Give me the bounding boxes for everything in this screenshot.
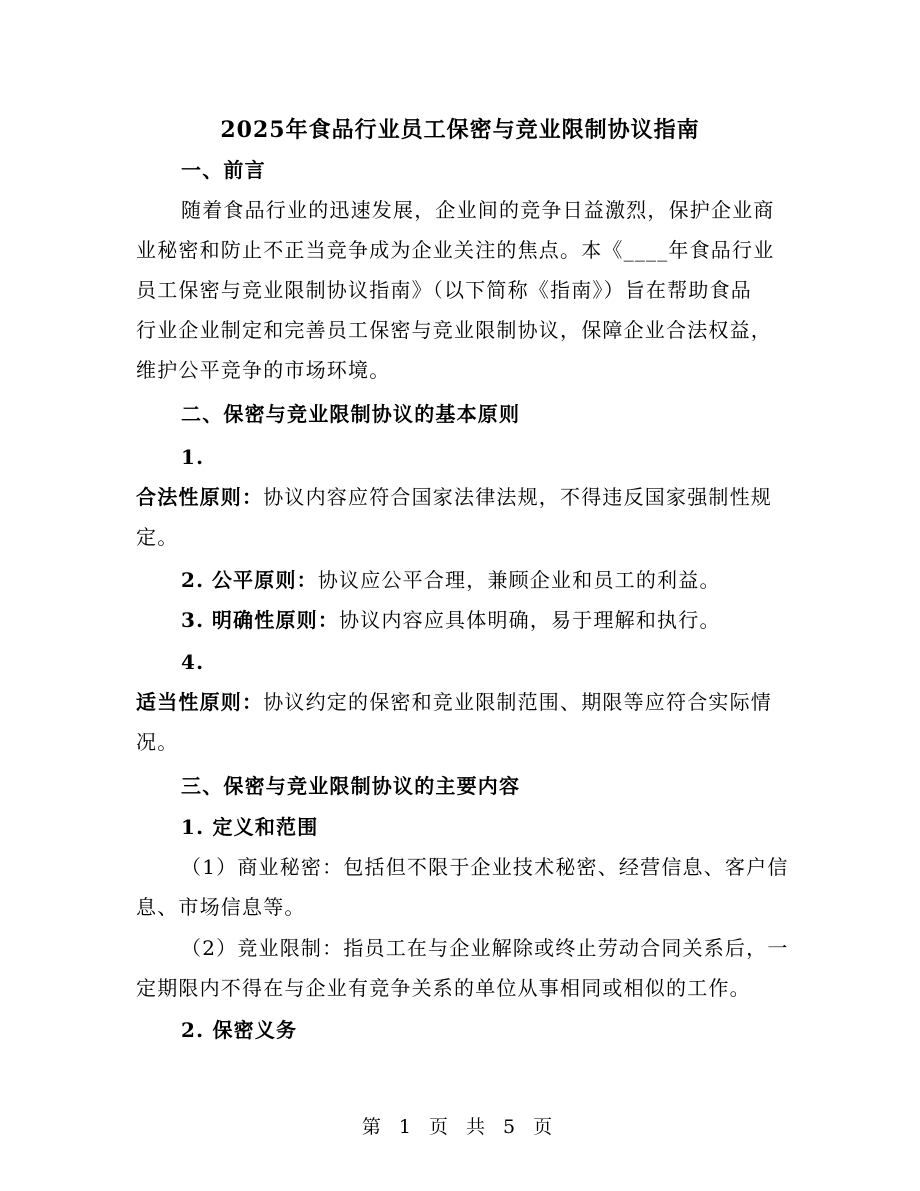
principle-1-number: 1.: [181, 445, 205, 469]
principle-2: [181, 568, 721, 592]
principle-3-number: 3.: [181, 608, 205, 632]
principle-1-line-1: [136, 485, 772, 509]
document-title: 2025年食品行业员工保密与竞业限制协议指南: [220, 117, 700, 143]
section-heading-contents: 三、保密与竞业限制协议的主要内容: [181, 774, 521, 798]
principle-1-line-2: 定。: [136, 525, 179, 549]
principle-2-term: 公平原则：: [211, 568, 318, 592]
principle-2-text: 协议应公平合理，兼顾企业和员工的利益。: [317, 568, 721, 592]
principle-4-number: 4.: [181, 650, 205, 674]
definition-1-line-2: 息、市场信息等。: [136, 895, 306, 919]
preface-line-3: 员工保密与竞业限制协议指南》（以下简称《指南》）旨在帮助食品: [136, 278, 752, 302]
principle-2-number: 2.: [181, 568, 205, 592]
section-heading-principles: 二、保密与竞业限制协议的基本原则: [181, 402, 521, 426]
page-footer: 第 1 页 共 5 页: [361, 1116, 559, 1138]
preface-line-5: 维护公平竞争的市场环境。: [136, 358, 391, 382]
preface-line-4: 行业企业制定和完善员工保密与竞业限制协议，保障企业合法权益，: [136, 318, 772, 342]
section-heading-preface: 一、前言: [181, 158, 266, 182]
principle-3-term: 明确性原则：: [211, 608, 340, 632]
definition-2-line-1: （2）竞业限制：指员工在与企业解除或终止劳动合同关系后，一: [181, 936, 789, 960]
principle-1-term: 合法性原则：: [136, 485, 264, 509]
principle-4-text: 协议约定的保密和竞业限制范围、期限等应符合实际情: [263, 690, 773, 714]
principle-1-text: 协议内容应符合国家法律法规，不得违反国家强制性规: [263, 485, 773, 509]
principle-3-text: 协议内容应具体明确，易于理解和执行。: [339, 608, 721, 632]
definition-1-line-1: （1）商业秘密：包括但不限于企业技术秘密、经营信息、客户信: [181, 855, 789, 879]
preface-line-1: 随着食品行业的迅速发展，企业间的竞争日益激烈，保护企业商: [181, 198, 775, 222]
principle-4-line-2: 况。: [136, 730, 179, 754]
preface-line-2: 业秘密和防止不正当竞争成为企业关注的焦点。本《____年食品行业: [136, 238, 775, 262]
principle-4-line-1: [136, 690, 772, 714]
subsection-heading-confidentiality: 2. 保密义务: [181, 1018, 298, 1042]
subsection-heading-definitions: 1. 定义和范围: [181, 815, 319, 839]
definition-2-line-2: 定期限内不得在与企业有竞争关系的单位从事相同或相似的工作。: [136, 976, 751, 1000]
principle-4-term: 适当性原则：: [136, 690, 264, 714]
principle-3: [181, 608, 721, 632]
